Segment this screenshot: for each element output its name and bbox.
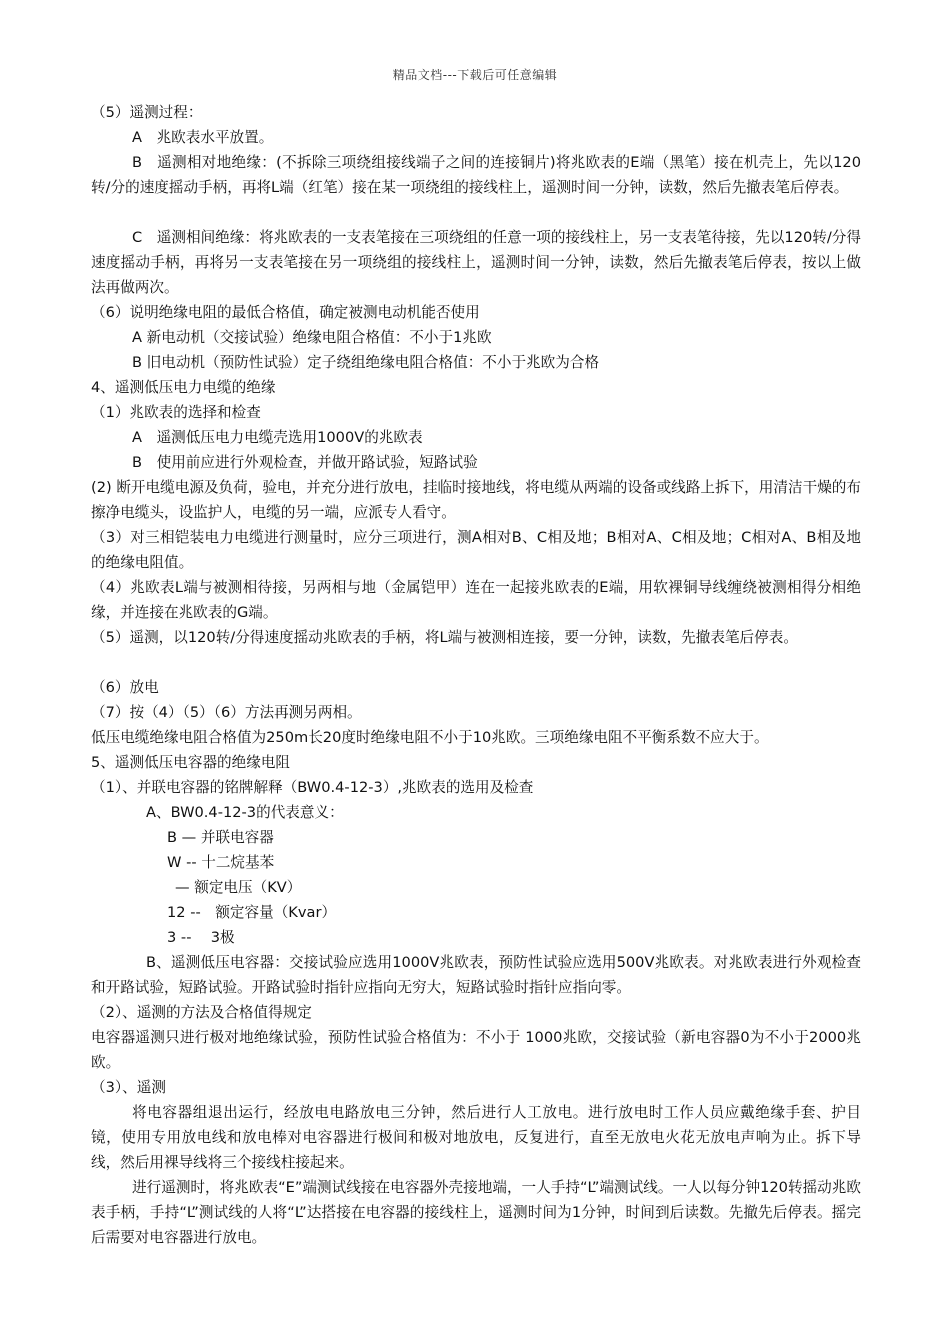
section-5-heading: （5）遥测过程： xyxy=(91,104,203,121)
capacitor-subsection-3: （3）、遥测 xyxy=(91,1079,166,1096)
nameplate-w: W -- 十二烷基苯 xyxy=(167,854,275,871)
capacitor-qualified-value: 电容器遥测只进行极对地绝缘试验，预防性试验合格值为：不小于 1000兆欧，交接试验（新电容器0为不小于2000兆欧。 xyxy=(91,1029,861,1071)
nameplate-voltage: — 额定电压（KV） xyxy=(175,879,302,896)
cable-step-3: （3）对三相铠装电力电缆进行测量时，应分三项进行，测A相对B、C相及地；B相对A、C相及地；C相对A、B相及地的绝缘电阻值。 xyxy=(91,529,861,571)
cable-item-b: B 使用前应进行外观检查，并做开路试验，短路试验 xyxy=(132,454,478,471)
step-a: A 兆欧表水平放置。 xyxy=(132,129,274,146)
item-new-motor: A 新电动机（交接试验）绝缘电阻合格值：不小于1兆欧 xyxy=(132,329,492,346)
capacitor-measure-paragraph: 进行遥测时，将兆欧表“E”端测试线接在电容器外壳接地端，一人手持“L”端测试线。一人以每分钟120转摇动兆欧表手柄，手持“L”测试线的人将“L”达搭接在电容器的接线柱上，遥测时间为1分钟，时间到后读数。先撤先后停表。摇完后需要对电容器进行放电。 xyxy=(91,1179,861,1246)
item-old-motor: B 旧电动机（预防性试验）定子绕组绝缘电阻合格值：不小于兆欧为合格 xyxy=(132,354,600,371)
capacitor-discharge-paragraph: 将电容器组退出运行，经放电电路放电三分钟，然后进行人工放电。进行放电时工作人员应戴绝缘手套、护目镜，使用专用放电线和放电棒对电容器进行极间和极对地放电，反复进行，直至无放电火花无放电声响为止。拆下导线，然后用裸导线将三个接线柱接起来。 xyxy=(91,1104,861,1171)
page-header: 精品文档---下载后可任意编辑 xyxy=(392,68,558,82)
capacitor-item-b: B、遥测低压电容器：交接试验应选用1000V兆欧表，预防性试验应选用500V兆欧表。对兆欧表进行外观检查和开路试验，短路试验。开路试验时指针应指向无穷大，短路试验时指针应指向零。 xyxy=(91,954,861,996)
cable-step-5: （5）遥测，以120转/分得速度摇动兆欧表的手柄，将L端与被测相连接，要一分钟，读数，先撤表笔后停表。 xyxy=(91,629,798,646)
nameplate-b: B — 并联电容器 xyxy=(167,829,274,846)
cable-step-4: （4）兆欧表L端与被测相待接，另两相与地（金属铠甲）连在一起接兆欧表的E端，用软裸铜导线缠绕被测相得分相绝缘，并连接在兆欧表的G端。 xyxy=(91,579,861,621)
chapter-5-heading: 5、遥测低压电容器的绝缘电阻 xyxy=(91,754,291,771)
capacitor-subsection-1: （1）、并联电容器的铭牌解释（BW0.4-12-3）,兆欧表的选用及检查 xyxy=(91,779,534,796)
chapter-4-heading: 4、遥测低压电力电缆的绝缘 xyxy=(91,379,276,396)
section-6-heading: （6）说明绝缘电阻的最低合格值，确定被测电动机能否使用 xyxy=(91,304,480,321)
step-b: B 遥测相对地绝缘：(不拆除三项绕组接线端子之间的连接铜片)将兆欧表的E端（黑笔）接在机壳上，先以120转/分的速度摇动手柄，再将L端（红笔）接在某一项绕组的接线柱上，遥测时间一分钟，读数，然后先撤表笔后停表。 xyxy=(91,154,861,196)
nameplate-poles: 3 -- 3极 xyxy=(167,929,235,946)
nameplate-meaning-heading: A、BW0.4-12-3的代表意义： xyxy=(146,804,344,821)
cable-step-7: （7）按（4）（5）（6）方法再测另两相。 xyxy=(91,704,362,721)
cable-item-a: A 遥测低压电力电缆壳选用1000V的兆欧表 xyxy=(132,429,423,446)
step-c: C 遥测相间绝缘：将兆欧表的一支表笔接在三项绕组的任意一项的接线柱上，另一支表笔待接，先以120转/分得速度摇动手柄，再将另一支表笔接在另一项绕组的接线柱上，遥测时间一分钟，读数，然后先撤表笔后停表，按以上做法再做两次。 xyxy=(91,229,861,296)
nameplate-capacity: 12 -- 额定容量（Kvar） xyxy=(167,904,337,921)
cable-qualified-value: 低压电缆绝缘电阻合格值为250m长20度时绝缘电阻不小于10兆欧。三项绝缘电阻不平衡系数不应大于。 xyxy=(91,729,769,746)
capacitor-subsection-2: （2）、遥测的方法及合格值得规定 xyxy=(91,1004,312,1021)
document-body xyxy=(91,100,861,1250)
subsection-1-heading: （1）兆欧表的选择和检查 xyxy=(91,404,261,421)
cable-step-6: （6）放电 xyxy=(91,679,159,696)
cable-step-2: (2) 断开电缆电源及负荷，验电，并充分进行放电，挂临时接地线，将电缆从两端的设备或线路上拆下，用清洁干燥的布擦净电缆头，设监护人，电缆的另一端，应派专人看守。 xyxy=(91,479,861,521)
